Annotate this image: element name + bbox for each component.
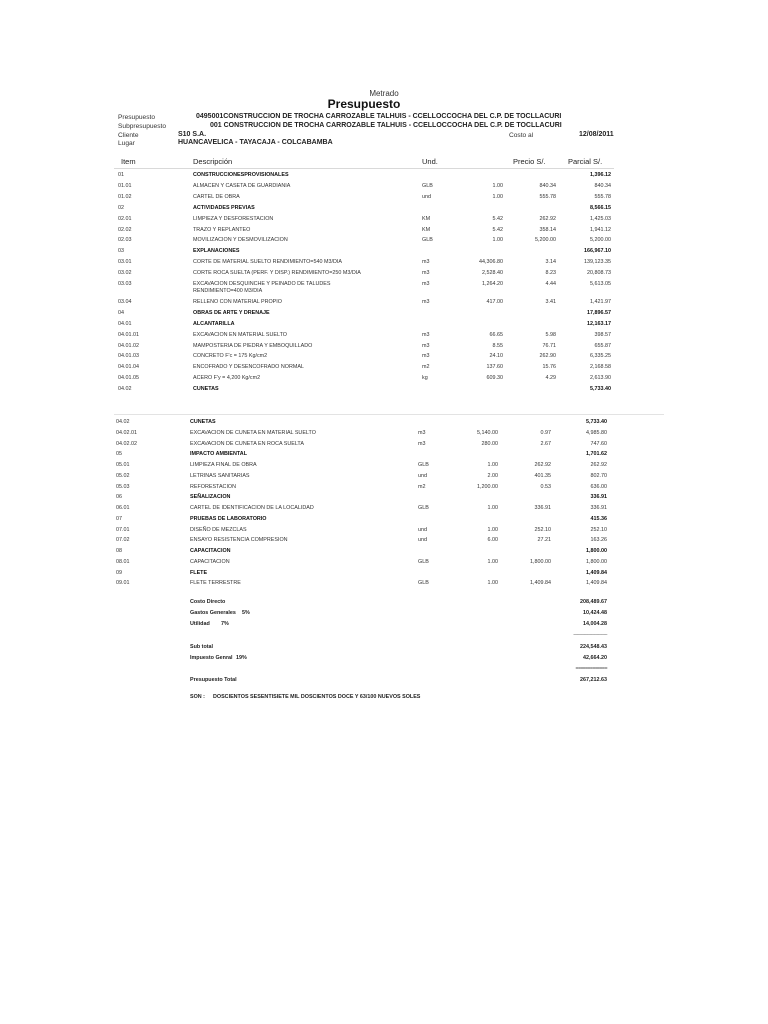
cell-desc: ACERO F'y = 4,200 Kg/cm2 — [193, 375, 261, 382]
cell-price: 3.41 — [545, 298, 556, 305]
cell-desc: SEÑALIZACION — [190, 494, 231, 501]
cell-desc: OBRAS DE ARTE Y DRENAJE — [193, 309, 270, 316]
cell-und: und — [418, 537, 427, 544]
subtotal-value: 224,548.43 — [580, 644, 607, 650]
cell-qty: 1.00 — [492, 193, 503, 200]
cell-item: 04.02.01 — [116, 429, 137, 436]
cell-price: 401.35 — [534, 472, 551, 479]
cell-price: 0.97 — [540, 429, 551, 436]
cell-und: und — [418, 526, 427, 533]
son-text: DOSCIENTOS SESENTISIETE MIL DOSCIENTOS DOCE Y 63/100 NUEVOS SOLES — [213, 694, 421, 700]
igv-value: 42,664.20 — [583, 655, 607, 661]
cell-item: 03.03 — [118, 281, 132, 287]
table-row — [0, 281, 768, 294]
cell-und: GLB — [418, 505, 429, 511]
col-parcial: Parcial S/. — [568, 157, 603, 166]
col-descripcion: Descripción — [193, 157, 233, 166]
presupuesto-label: Presupuesto — [118, 114, 156, 121]
cell-item: 01.02 — [118, 193, 132, 200]
section-row — [0, 419, 768, 429]
section-row — [0, 310, 768, 320]
cell-partial: 415.36 — [590, 515, 607, 522]
cell-partial: 840.34 — [594, 182, 611, 189]
cell-und: GLB — [418, 462, 429, 468]
cell-price: 1,409.84 — [530, 580, 551, 587]
cell-qty: 1.00 — [487, 558, 498, 565]
cell-partial: 20,808.73 — [587, 270, 611, 277]
cell-partial: 5,613.05 — [590, 281, 611, 287]
table-row — [0, 216, 768, 226]
cell-desc: CUNETAS — [193, 386, 219, 393]
cell-item: 04.01.04 — [118, 364, 139, 371]
cell-price: 76.71 — [542, 342, 556, 349]
cell-item: 07 — [116, 515, 122, 522]
cell-item: 01 — [118, 172, 124, 178]
cell-partial: 163.26 — [590, 537, 607, 544]
son-label: SON : — [190, 694, 205, 700]
cell-desc: ALMACEN Y CASETA DE GUARDIANIA — [193, 182, 291, 189]
costo-label: Costo al — [509, 132, 534, 139]
cell-qty: 66.65 — [489, 331, 503, 338]
table-row — [0, 299, 768, 309]
cell-desc: CONSTRUCCIONESPROVISIONALES — [193, 172, 289, 178]
cell-qty: 24.10 — [489, 353, 503, 360]
gastos-label: Gastos Generales — [190, 610, 236, 616]
table-row — [0, 473, 768, 483]
cell-und: m3 — [422, 298, 430, 305]
lugar-label: Lugar — [118, 140, 135, 147]
cell-und: GLB — [418, 558, 429, 565]
cell-desc: CAPACITACION — [190, 548, 231, 554]
cell-und: und — [422, 193, 431, 200]
cell-partial: 747.60 — [590, 440, 607, 447]
table-row — [0, 527, 768, 537]
cell-qty: 5,140.00 — [477, 429, 498, 436]
cell-qty: 1.00 — [487, 505, 498, 511]
cell-partial: 1,425.03 — [590, 215, 611, 222]
table-row — [0, 237, 768, 247]
cell-price: 840.34 — [539, 182, 556, 189]
cell-item: 05.03 — [116, 483, 130, 490]
cell-price: 555.78 — [539, 193, 556, 200]
cell-desc: MOVILIZACION Y DESMOVILIZACION — [193, 237, 288, 244]
cell-qty: 6.00 — [487, 537, 498, 544]
cell-qty: 8.55 — [492, 342, 503, 349]
cell-desc: EXCAVACION DE CUNETA EN ROCA SUELTA — [190, 440, 304, 447]
cell-item: 03.04 — [118, 298, 132, 305]
cell-price: 15.76 — [542, 364, 556, 371]
cell-price: 4.29 — [545, 375, 556, 382]
table-row — [0, 259, 768, 269]
cell-desc: CARTEL DE IDENTIFICACION DE LA LOCALIDAD — [190, 505, 314, 511]
cell-partial: 2,168.58 — [590, 364, 611, 371]
cell-qty: 44,306.80 — [479, 259, 503, 266]
table-row — [0, 227, 768, 237]
cell-item: 05.01 — [116, 462, 130, 468]
cell-price: 5,200.00 — [535, 237, 556, 244]
table-row — [0, 332, 768, 342]
cell-partial: 1,941.12 — [590, 226, 611, 233]
cell-partial: 252.10 — [590, 526, 607, 533]
cell-desc: ACTIVIDADES PREVIAS — [193, 204, 255, 211]
table-row — [0, 580, 768, 590]
cliente-value: S10 S.A. — [178, 131, 207, 138]
cell-price: 0.53 — [540, 483, 551, 490]
cell-und: m3 — [418, 440, 426, 447]
col-und: Und. — [422, 157, 438, 166]
cell-price: 358.14 — [539, 226, 556, 233]
cell-partial: 6,335.25 — [590, 353, 611, 360]
cell-desc: CAPACITACION — [190, 558, 230, 565]
cell-qty: 1.00 — [492, 182, 503, 189]
page-break-divider — [114, 414, 664, 415]
subtotal-rule: ----------------------------- — [573, 632, 607, 638]
cell-und: KM — [422, 215, 431, 222]
cell-und: m2 — [422, 364, 430, 371]
cell-item: 06.01 — [116, 505, 130, 511]
gastos-pct: 5% — [242, 610, 250, 616]
cell-und: GLB — [422, 237, 433, 244]
cell-partial: 5,733.40 — [586, 419, 607, 425]
cell-item: 04 — [118, 309, 124, 316]
table-row — [0, 537, 768, 547]
cell-qty: 417.00 — [486, 298, 503, 305]
cell-partial: 1,800.00 — [586, 548, 607, 554]
cell-partial: 336.91 — [590, 494, 607, 501]
section-row — [0, 451, 768, 461]
cell-qty: 2,528.40 — [482, 270, 503, 277]
cell-partial: 2,613.90 — [590, 375, 611, 382]
cell-partial: 5,200.00 — [590, 237, 611, 244]
cell-partial: 1,409.84 — [586, 569, 607, 576]
cell-price: 262.90 — [539, 353, 556, 360]
cell-desc: CORTE DE MATERIAL SUELTO RENDIMIENTO=540 M3/DIA — [193, 259, 342, 266]
cell-partial: 262.92 — [590, 462, 607, 468]
cell-desc: TRAZO Y REPLANTEO — [193, 226, 251, 233]
cell-partial: 636.00 — [590, 483, 607, 490]
cell-und: m3 — [422, 281, 430, 287]
col-precio: Precio S/. — [513, 157, 546, 166]
cell-partial: 139,123.35 — [584, 259, 611, 266]
cell-desc: FLETE TERRESTRE — [190, 580, 241, 587]
cell-partial: 12,163.17 — [587, 320, 611, 327]
cell-item: 03 — [118, 248, 124, 255]
section-row — [0, 386, 768, 396]
cell-desc: EXCAVACION DE CUNETA EN MATERIAL SUELTO — [190, 429, 316, 436]
cell-item: 08 — [116, 548, 122, 554]
subpresupuesto-label: Subpresupuesto — [118, 123, 167, 130]
cell-qty: 5.42 — [492, 215, 503, 222]
section-row — [0, 548, 768, 558]
table-row — [0, 194, 768, 204]
cell-item: 04.01.01 — [118, 331, 139, 338]
cell-qty: 1.00 — [487, 526, 498, 533]
cell-item: 04.01.03 — [118, 353, 139, 360]
cell-und: GLB — [422, 182, 433, 189]
cell-price: 5.98 — [545, 331, 556, 338]
cell-item: 07.01 — [116, 526, 130, 533]
cell-item: 05.02 — [116, 472, 130, 479]
cell-price: 1,800.00 — [530, 558, 551, 565]
cell-desc: EXCAVACION DESQUINCHE Y PEINADO DE TALUDES — [193, 281, 331, 287]
cell-item: 04.01.05 — [118, 375, 139, 382]
cell-qty: 280.00 — [481, 440, 498, 447]
cell-partial: 555.78 — [594, 193, 611, 200]
cell-qty: 2.00 — [487, 472, 498, 479]
cell-item: 08.01 — [116, 558, 130, 565]
cliente-label: Cliente — [118, 132, 139, 139]
cell-item: 02.01 — [118, 215, 132, 222]
cell-desc: LIMPIEZA FINAL DE OBRA — [190, 462, 257, 468]
cell-und: m3 — [422, 342, 430, 349]
costo-directo-value: 208,489.67 — [580, 599, 607, 605]
cell-desc: CARTEL DE OBRA — [193, 193, 240, 200]
total-rule: ============= — [575, 666, 607, 672]
cell-price: 27.21 — [537, 537, 551, 544]
table-row — [0, 559, 768, 569]
cell-partial: 166,967.10 — [584, 248, 611, 255]
cell-partial: 655.87 — [594, 342, 611, 349]
cell-qty: 5.42 — [492, 226, 503, 233]
cell-item: 09.01 — [116, 580, 130, 587]
cell-desc: CUNETAS — [190, 419, 216, 425]
cell-item: 04.01 — [118, 320, 132, 327]
presupuesto-value: 0495001CONSTRUCCION DE TROCHA CARROZABLE TALHUIS - CCELLOCCOCHA DEL C.P. DE TOCLLACURI — [196, 113, 562, 120]
cell-desc: ENSAYO RESISTENCIA COMPRESION — [190, 537, 288, 544]
table-row — [0, 183, 768, 193]
cell-price: 262.92 — [534, 462, 551, 468]
cell-desc: EXPLANACIONES — [193, 248, 240, 255]
costo-directo-label: Costo Directo — [190, 599, 226, 605]
table-row — [0, 505, 768, 515]
utilidad-value: 14,004.28 — [583, 621, 607, 627]
cell-desc: CONCRETO F'c = 175 Kg/cm2 — [193, 353, 268, 360]
total-label: Presupuesto Total — [190, 677, 237, 683]
cell-item: 03.02 — [118, 270, 132, 277]
cell-desc: EXCAVACION EN MATERIAL SUELTO — [193, 331, 287, 338]
table-row — [0, 430, 768, 440]
cell-und: m2 — [418, 483, 426, 490]
cell-item: 02.03 — [118, 237, 132, 244]
cell-price: 4.44 — [545, 281, 556, 287]
cell-qty: 609.30 — [486, 375, 503, 382]
igv-label: Impuesto Genral — [190, 655, 233, 661]
cell-qty: 1,264.20 — [482, 281, 503, 287]
table-row — [0, 375, 768, 385]
cell-item: 04.02.02 — [116, 440, 137, 447]
section-row — [0, 248, 768, 258]
cell-item: 06 — [116, 494, 122, 501]
section-row — [0, 494, 768, 504]
cell-item: 03.01 — [118, 259, 132, 266]
cell-item: 09 — [116, 569, 122, 576]
cell-desc: ALCANTARILLA — [193, 320, 235, 327]
table-row — [0, 353, 768, 363]
page-title: Presupuesto — [327, 97, 401, 111]
cell-desc: FLETE — [190, 569, 208, 576]
cell-und: m3 — [422, 270, 430, 277]
cell-und: und — [418, 472, 427, 479]
cell-partial: 1,421.97 — [590, 298, 611, 305]
cell-item: 02.02 — [118, 226, 132, 233]
cell-item: 07.02 — [116, 537, 130, 544]
cell-desc: ENCOFRADO Y DESENCOFRADO NORMAL — [193, 364, 304, 371]
costo-date: 12/08/2011 — [579, 131, 614, 138]
cell-partial: 398.57 — [594, 331, 611, 338]
cell-price: 8.23 — [545, 270, 556, 277]
cell-desc: PRUEBAS DE LABORATORIO — [190, 515, 267, 522]
cell-qty: 1.00 — [487, 580, 498, 587]
lugar-value: HUANCAVELICA - TAYACAJA - COLCABAMBA — [178, 139, 333, 146]
cell-partial: 4,985.80 — [586, 429, 607, 436]
title-small: Metrado — [369, 89, 399, 98]
table-row — [0, 343, 768, 353]
cell-partial: 1,396.12 — [590, 172, 611, 178]
table-row — [0, 270, 768, 280]
subtotal-label: Sub total — [190, 644, 214, 650]
cell-qty: 1.00 — [492, 237, 503, 244]
cell-desc: RELLENO CON MATERIAL PROPIO — [193, 298, 282, 305]
utilidad-label: Utilidad — [190, 621, 210, 627]
cell-desc: REFORESTACION — [190, 483, 237, 490]
total-value: 267,212.63 — [580, 677, 607, 683]
section-row — [0, 516, 768, 526]
cell-und: m3 — [422, 353, 430, 360]
cell-partial: 1,800.00 — [586, 558, 607, 565]
section-row — [0, 321, 768, 331]
cell-price: 2.67 — [540, 440, 551, 447]
section-row — [0, 205, 768, 215]
cell-desc: DISEÑO DE MEZCLAS — [190, 526, 247, 533]
table-row — [0, 364, 768, 374]
cell-desc-line2: RENDIMIENTO=400 M3/DIA — [193, 288, 263, 294]
cell-desc: IMPACTO AMBIENTAL — [190, 451, 247, 458]
cell-qty: 1.00 — [487, 462, 498, 468]
col-item: Item — [121, 157, 136, 166]
cell-item: 04.02 — [116, 419, 130, 425]
section-row — [0, 570, 768, 580]
cell-qty: 137.60 — [486, 364, 503, 371]
cell-und: m3 — [422, 331, 430, 338]
table-row — [0, 441, 768, 451]
cell-partial: 1,409.84 — [586, 580, 607, 587]
subpresupuesto-value: 001 CONSTRUCCION DE TROCHA CARROZABLE TALHUIS - CCELLOCCOCHA DEL C.P. DE TOCLLACURI — [210, 122, 562, 129]
cell-price: 262.92 — [539, 215, 556, 222]
header-divider — [114, 168, 614, 169]
cell-und: KM — [422, 226, 431, 233]
cell-desc: MAMPOSTERIA DE PIEDRA Y EMBOQUILLADO — [193, 342, 313, 349]
cell-item: 02 — [118, 204, 124, 211]
cell-partial: 8,566.15 — [590, 204, 611, 211]
table-row — [0, 484, 768, 494]
cell-und: GLB — [418, 580, 429, 587]
cell-partial: 336.91 — [590, 505, 607, 511]
cell-qty: 1,200.00 — [477, 483, 498, 490]
cell-desc: LETRINAS SANITARIAS — [190, 472, 250, 479]
cell-partial: 1,701.62 — [586, 451, 607, 458]
cell-price: 252.10 — [534, 526, 551, 533]
cell-partial: 5,733.40 — [590, 386, 611, 393]
gastos-value: 10,424.48 — [583, 610, 607, 616]
cell-und: kg — [422, 375, 428, 382]
section-row — [0, 172, 768, 182]
utilidad-pct: 7% — [221, 621, 229, 627]
cell-partial: 17,896.57 — [587, 309, 611, 316]
cell-item: 05 — [116, 451, 122, 458]
cell-und: m3 — [422, 259, 430, 266]
cell-desc: LIMPIEZA Y DESFORESTACION — [193, 215, 274, 222]
cell-desc: CORTE ROCA SUELTA (PERF. Y DISP.) RENDIMIENTO=250 M3/DIA — [193, 270, 361, 277]
cell-item: 04.01.02 — [118, 342, 139, 349]
cell-price: 3.14 — [545, 259, 556, 266]
cell-partial: 802.70 — [590, 472, 607, 479]
igv-pct: 19% — [236, 655, 247, 661]
cell-und: m3 — [418, 429, 426, 436]
cell-item: 01.01 — [118, 182, 132, 189]
cell-item: 04.02 — [118, 386, 132, 393]
table-row — [0, 462, 768, 472]
cell-price: 336.91 — [534, 505, 551, 511]
